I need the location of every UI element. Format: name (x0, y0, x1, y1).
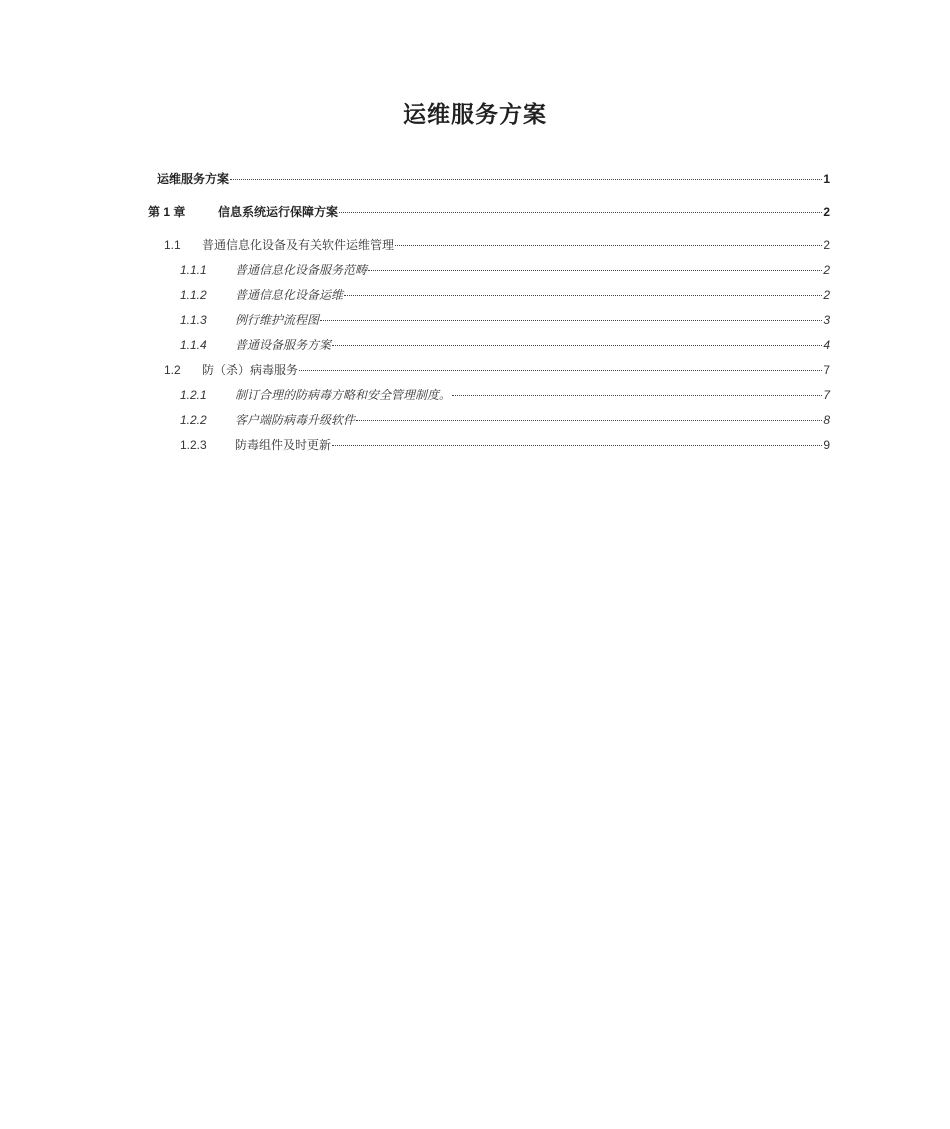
toc-entry-text: 普通设备服务方案 (235, 338, 332, 352)
toc-entry-section-1-1-4[interactable] (180, 336, 830, 353)
toc-entry-text: 普通信息化设备及有关软件运维管理 (202, 238, 395, 252)
toc-entry-text: 防（杀）病毒服务 (202, 363, 299, 377)
toc-entry-section-1-2-3[interactable] (180, 436, 830, 453)
toc-leader-dots (332, 344, 822, 346)
toc-entry-text: 运维服务方案 (157, 172, 230, 186)
toc-page-number: 4 (823, 338, 830, 352)
toc-entry-number: 1.1.4 (180, 338, 207, 352)
toc-page-number: 2 (823, 238, 830, 252)
toc-entry-text: 例行维护流程图 (235, 313, 320, 327)
toc-entry-number: 1.2.2 (180, 413, 207, 427)
toc-leader-dots (356, 419, 822, 421)
toc-entry-section-1-1-2[interactable] (180, 286, 830, 303)
document-title: 运维服务方案 (403, 101, 547, 127)
toc-entry-title[interactable] (157, 170, 830, 187)
toc-entry-text: 制订合理的防病毒方略和安全管理制度。 (235, 388, 452, 402)
toc-page-number: 3 (823, 313, 830, 327)
toc-page-number: 2 (823, 205, 830, 219)
toc-entry-section-1-1-1[interactable] (180, 261, 830, 278)
toc-entry-number: 1.2.1 (180, 388, 207, 402)
toc-page-number: 9 (823, 438, 830, 452)
toc-leader-dots (344, 294, 822, 296)
toc-leader-dots (452, 394, 822, 396)
toc-page-number: 2 (823, 288, 830, 302)
toc-entry-number: 1.1.3 (180, 313, 207, 327)
toc-entry-text: 普通信息化设备运维 (235, 288, 344, 302)
toc-page-number: 7 (823, 388, 830, 402)
toc-page-number: 2 (823, 263, 830, 277)
toc-page-number: 8 (823, 413, 830, 427)
toc-entry-number: 1.2 (164, 363, 181, 377)
toc-leader-dots (395, 244, 822, 246)
toc-leader-dots (320, 319, 822, 321)
toc-entry-number: 第 1 章 (148, 205, 186, 219)
toc-entry-chapter-1[interactable] (148, 203, 830, 220)
toc-leader-dots (332, 444, 822, 446)
toc-entry-section-1-2-1[interactable] (180, 386, 830, 403)
toc-leader-dots (368, 269, 822, 271)
toc-leader-dots (339, 211, 822, 213)
toc-entry-section-1-1-3[interactable] (180, 311, 830, 328)
toc-entry-section-1-2[interactable] (164, 361, 830, 378)
toc-entry-text: 防毒组件及时更新 (235, 438, 332, 452)
toc-page-number: 7 (823, 363, 830, 377)
toc-entry-text: 信息系统运行保障方案 (218, 205, 339, 219)
toc-leader-dots (299, 369, 822, 371)
toc-entry-section-1-1[interactable] (164, 236, 830, 253)
toc-entry-number: 1.1.2 (180, 288, 207, 302)
toc-entry-text: 普通信息化设备服务范畴 (235, 263, 368, 277)
toc-entry-number: 1.1.1 (180, 263, 207, 277)
toc-entry-text: 客户端防病毒升级软件 (235, 413, 356, 427)
toc-entry-number: 1.1 (164, 238, 181, 252)
toc-leader-dots (230, 178, 822, 180)
toc-page-number: 1 (823, 172, 830, 186)
toc-entry-section-1-2-2[interactable] (180, 411, 830, 428)
toc-entry-number: 1.2.3 (180, 438, 207, 452)
